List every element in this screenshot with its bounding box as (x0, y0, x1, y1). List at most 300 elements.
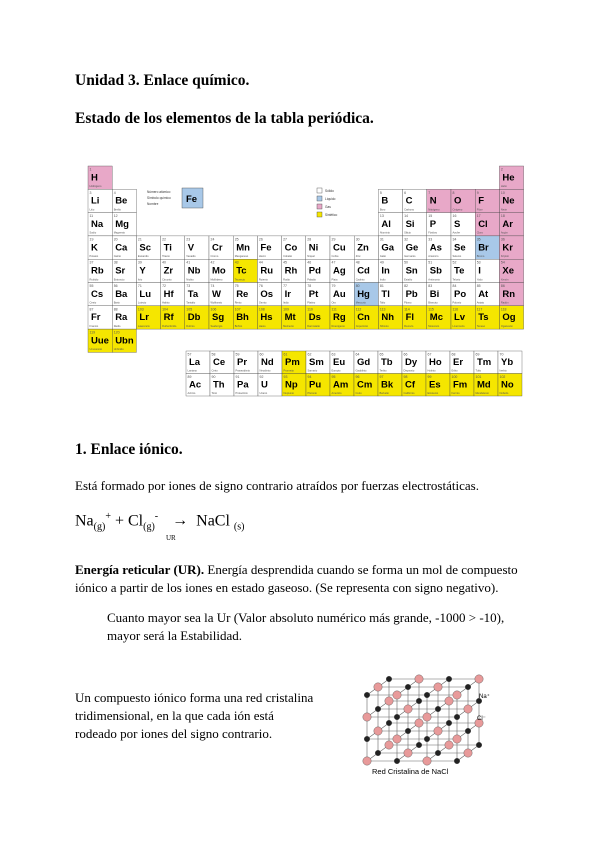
element-number: 2 (500, 167, 503, 172)
element-name: Unbinilio (113, 348, 124, 352)
element-name: Americio (331, 391, 342, 395)
element-number: 83 (428, 284, 433, 288)
element-symbol: Tm (477, 356, 492, 368)
element-S (451, 213, 475, 236)
element-symbol: Cu (333, 242, 346, 254)
element-number: 95 (331, 375, 336, 379)
na-ion (394, 714, 400, 720)
element-number: 103 (137, 307, 144, 312)
element-Mo (209, 259, 233, 282)
element-number: 68 (451, 352, 456, 357)
element-symbol: K (91, 242, 98, 254)
element-name: Germanio (404, 255, 416, 258)
element-number: 77 (283, 284, 288, 288)
element-Sc (136, 236, 160, 259)
actinide-Th (210, 374, 234, 397)
na-ion (375, 706, 381, 712)
element-number: 14 (404, 214, 409, 219)
element-Ga (378, 236, 402, 259)
element-number: 42 (210, 260, 215, 265)
element-symbol: Mc (429, 312, 444, 324)
element-symbol: F (478, 195, 485, 207)
element-number: 90 (211, 375, 216, 379)
cl-ion (385, 741, 393, 749)
element-name: Cromo (210, 255, 219, 258)
element-number: 71 (137, 284, 142, 288)
lattice-energy-paragraph (75, 561, 530, 597)
state-label: Gas (325, 205, 331, 209)
element-symbol: Mo (212, 265, 226, 277)
element-number: 75 (234, 284, 239, 288)
element-V (185, 236, 209, 259)
cl-ion (475, 675, 483, 683)
element-name: Itrio (137, 278, 143, 282)
actinide-Cf (402, 374, 426, 397)
state-swatch (317, 188, 322, 193)
cl-ion (363, 757, 371, 765)
element-name: Nihonio (379, 324, 389, 328)
element-Rg (330, 306, 354, 329)
element-number: 38 (113, 260, 118, 265)
element-Hs (257, 306, 281, 329)
element-number: 8 (452, 190, 455, 195)
lanthanide-Pm (282, 351, 306, 374)
cl-ion (385, 697, 393, 705)
element-symbol: Dy (405, 356, 418, 368)
element-symbol: Ag (333, 265, 346, 277)
element-name: Neodimio (259, 369, 271, 373)
element-symbol: Fl (405, 312, 415, 324)
element-symbol: Ne (502, 195, 515, 207)
element-Se (451, 236, 475, 259)
element-name: Oxígeno (452, 208, 463, 212)
element-number: 76 (258, 284, 263, 288)
element-number: 72 (162, 284, 167, 288)
element-number: 64 (355, 352, 360, 357)
element-symbol: H (91, 172, 98, 184)
element-number: 33 (428, 237, 433, 242)
lanthanide-Nd (258, 351, 282, 374)
element-number: 82 (404, 284, 409, 288)
element-number: 74 (210, 284, 215, 288)
element-name: Osmio (258, 301, 267, 305)
lattice-caption: Red Cristalina de NaCl (372, 767, 449, 776)
element-number: 41 (186, 260, 191, 265)
element-symbol: S (454, 219, 461, 231)
element-name: Plata (331, 278, 338, 282)
element-name: Xenón (500, 278, 509, 282)
element-symbol: As (429, 242, 442, 254)
element-number: 115 (428, 307, 434, 312)
element-symbol: Cr (212, 242, 223, 254)
lanthanide-Ho (426, 351, 450, 374)
element-symbol: V (187, 242, 195, 254)
element-symbol: Se (454, 242, 466, 254)
element-symbol: Na (91, 219, 104, 231)
element-number: 30 (355, 237, 360, 242)
element-number: 40 (162, 260, 167, 265)
element-K (88, 236, 112, 259)
cl-ion (423, 713, 431, 721)
element-symbol: Ga (381, 242, 395, 254)
element-symbol: Sn (405, 265, 418, 277)
element-Ubn (112, 329, 136, 352)
state-swatch (317, 196, 322, 201)
unit-title: Unidad 3. Enlace químico. (75, 72, 250, 89)
element-symbol: Lu (139, 288, 152, 300)
element-symbol: Ubn (115, 335, 134, 347)
element-name: Einstenio (427, 391, 439, 395)
element-name: Tantalio (186, 301, 196, 305)
element-Ti (161, 236, 185, 259)
element-name: Fósforo (428, 231, 438, 235)
element-symbol: Ru (260, 265, 274, 277)
element-symbol: La (189, 356, 201, 368)
cl-ion (393, 735, 401, 743)
element-Ca (112, 236, 136, 259)
lattice-energy-definition: Energía desprendida cuando se forma un mol de compuesto iónico a partir de los iones en estado gaseoso. (Se representa con signo negativo). (75, 562, 518, 595)
cl-ion (374, 727, 382, 735)
element-symbol: Bi (429, 288, 440, 300)
ionic-bond-heading: 1. Enlace iónico. (75, 441, 183, 458)
element-name: Helio (500, 185, 507, 189)
element-name: Níquel (307, 255, 315, 258)
element-name: Rubidio (89, 278, 99, 282)
element-symbol: Re (236, 288, 249, 300)
element-name: Berilio (113, 208, 121, 212)
element-name: Hasio (258, 324, 266, 328)
element-symbol: Po (454, 288, 467, 300)
cl-ion (445, 697, 453, 705)
element-symbol: Rh (284, 265, 298, 277)
element-symbol: Cs (91, 288, 104, 300)
element-Kr (499, 236, 523, 259)
element-Rn (499, 283, 523, 306)
element-number: 106 (210, 307, 217, 312)
element-symbol: Fe (260, 242, 272, 254)
element-Mc (427, 306, 451, 329)
element-name: Moscovio (428, 324, 440, 328)
eq-na-charge: + (105, 511, 111, 522)
element-name: Rodio (283, 278, 290, 282)
element-name: Calcio (113, 255, 121, 258)
element-symbol: Sg (212, 312, 225, 324)
element-Cd (354, 259, 378, 282)
lanthanide-Tm (474, 351, 498, 374)
element-Fl (403, 306, 427, 329)
element-name: Nitrógeno (428, 208, 440, 212)
stability-note: Cuanto mayor sea la Ur (Valor absoluto numérico más grande, -1000 > -10), mayor será la Estabilidad. (107, 610, 505, 643)
element-name: Litio (89, 208, 95, 212)
element-Db (185, 306, 209, 329)
element-Sr (112, 259, 136, 282)
element-Bh (233, 306, 257, 329)
element-name: Hierro (258, 255, 266, 258)
element-number: 13 (379, 214, 384, 219)
cl-ion (404, 749, 412, 757)
element-symbol: Pt (308, 288, 319, 300)
element-symbol: Rg (333, 312, 346, 324)
element-symbol: Tl (381, 288, 390, 300)
element-name: Tulio (475, 369, 482, 373)
state-label: Líquido (325, 197, 336, 201)
element-name: Antimonio (428, 278, 440, 282)
element-name: Hafnio (162, 301, 170, 305)
eq-na-state: (g) (93, 521, 106, 533)
element-Bi (427, 283, 451, 306)
lanthanide-Gd (354, 351, 378, 374)
element-symbol: N (429, 195, 437, 207)
cl-ion (464, 749, 472, 757)
cl-ion (434, 683, 442, 691)
element-symbol: Es (429, 379, 441, 391)
element-number: 43 (234, 260, 239, 265)
element-symbol: Nd (261, 356, 274, 368)
na-ion (454, 758, 460, 764)
element-symbol: Th (213, 379, 225, 391)
element-number: 7 (428, 190, 431, 195)
element-Lu (136, 283, 160, 306)
element-name: Ununennio (89, 348, 103, 352)
element-symbol: Pd (308, 265, 321, 277)
element-number: 69 (475, 352, 480, 357)
element-Cu (330, 236, 354, 259)
element-symbol: Uue (91, 335, 109, 347)
element-symbol: Ar (502, 219, 513, 231)
na-ion (386, 676, 392, 682)
cl-ion (453, 691, 461, 699)
lanthanide-Sm (306, 351, 330, 374)
element-symbol: I (478, 265, 481, 277)
element-number: 114 (404, 307, 410, 312)
eq-cl-charge: - (154, 511, 159, 522)
element-number: 28 (307, 237, 312, 242)
state-swatch (317, 204, 322, 209)
na-ion (446, 676, 452, 682)
element-Uue (88, 329, 112, 352)
element-name: Iridio (283, 301, 289, 305)
element-number: 110 (307, 307, 313, 312)
element-name: Molibdeno (210, 278, 223, 282)
element-name: Carbono (404, 208, 415, 212)
element-Pb (403, 283, 427, 306)
na-ion (465, 728, 471, 734)
element-number: 93 (283, 375, 288, 379)
element-name: Iterbio (499, 369, 507, 373)
element-C (403, 189, 427, 212)
element-name: Tecnecio (234, 278, 245, 282)
element-number: 70 (499, 352, 504, 357)
element-name: Fermio (451, 391, 460, 395)
element-number: 29 (331, 237, 336, 242)
element-number: 116 (452, 307, 459, 312)
element-name: Estroncio (113, 278, 125, 282)
element-name: Titanio (162, 255, 170, 258)
element-name: Uranio (259, 391, 268, 395)
element-name: Neón (500, 208, 508, 212)
element-number: 105 (186, 307, 193, 312)
element-number: 18 (500, 214, 505, 219)
element-number: 54 (500, 260, 505, 265)
state-swatch (317, 212, 322, 217)
element-number: 97 (379, 375, 384, 379)
element-symbol: Ca (115, 242, 128, 254)
element-number: 48 (355, 260, 360, 265)
element-number: 4 (113, 190, 116, 195)
element-name: Bario (113, 301, 120, 305)
cl-label: Cl⁻ (477, 716, 486, 722)
element-symbol: Sc (139, 242, 152, 254)
element-symbol: Ds (308, 312, 321, 324)
element-Na (88, 213, 112, 236)
element-name: Cesio (89, 301, 97, 305)
element-number: 50 (404, 260, 409, 265)
element-name: Mercurio (355, 301, 366, 305)
element-name: Erbio (451, 369, 458, 373)
element-name: Platino (307, 301, 316, 305)
element-symbol: Ts (478, 312, 489, 324)
element-number: 59 (235, 352, 240, 357)
element-Ts (475, 306, 499, 329)
element-symbol: Tb (381, 356, 393, 368)
element-symbol: Ac (189, 379, 202, 391)
element-number: 63 (331, 352, 336, 357)
legend-key-label: Símbolo químico (147, 196, 171, 200)
element-name: Copernicio (355, 324, 369, 328)
element-Mt (282, 306, 306, 329)
element-symbol: Gd (357, 356, 371, 368)
element-number: 32 (404, 237, 409, 242)
element-symbol: Nh (381, 312, 395, 324)
element-Hf (161, 283, 185, 306)
element-number: 80 (355, 284, 360, 288)
lanthanide-Pr (234, 351, 258, 374)
element-name: Dubnio (186, 324, 195, 328)
element-number: 34 (452, 237, 457, 242)
element-number: 36 (500, 237, 505, 242)
element-name: Lantano (187, 369, 197, 373)
na-ion (405, 684, 411, 690)
element-symbol: Sm (309, 356, 324, 368)
element-symbol: Si (405, 219, 415, 231)
element-number: 49 (379, 260, 384, 265)
nacl-lattice-diagram (355, 665, 525, 780)
element-name: Telurio (452, 278, 461, 282)
na-label: Na⁺ (479, 694, 490, 700)
element-symbol: Al (381, 219, 391, 231)
element-number: 107 (234, 307, 241, 312)
cl-ion (423, 757, 431, 765)
element-symbol: W (212, 288, 221, 300)
element-symbol: Eu (333, 356, 346, 368)
element-number: 117 (476, 307, 483, 312)
na-ion (394, 758, 400, 764)
element-number: 26 (258, 237, 263, 242)
element-Hg (354, 283, 378, 306)
element-symbol: Fm (453, 379, 468, 391)
element-number: 35 (476, 237, 481, 242)
element-number: 15 (428, 214, 433, 219)
element-symbol: Ta (187, 288, 199, 300)
element-name: Wolframio (210, 301, 223, 305)
element-Tl (378, 283, 402, 306)
element-symbol: Pu (309, 379, 322, 391)
element-number: 37 (89, 260, 94, 265)
element-number: 113 (379, 307, 386, 312)
element-symbol: Ti (163, 242, 172, 254)
element-I (475, 259, 499, 282)
element-number: 44 (258, 260, 263, 265)
element-symbol: Be (115, 195, 128, 207)
actinide-Am (330, 374, 354, 397)
element-number: 22 (162, 237, 167, 242)
element-Nb (185, 259, 209, 282)
element-Ds (306, 306, 330, 329)
element-symbol: No (501, 379, 514, 391)
element-Rh (282, 259, 306, 282)
element-symbol: Mn (236, 242, 250, 254)
element-symbol: Cm (357, 379, 373, 391)
element-symbol: Hg (357, 288, 370, 300)
element-symbol: Rf (163, 312, 174, 324)
na-ion (435, 750, 441, 756)
element-number: 112 (355, 307, 362, 312)
element-number: 78 (307, 284, 312, 288)
element-name: Vanadio (186, 255, 196, 258)
element-number: 91 (235, 375, 240, 379)
element-number: 47 (331, 260, 336, 265)
element-Lr (136, 306, 160, 329)
element-number: 73 (186, 284, 191, 288)
element-name: Circonio (162, 278, 172, 282)
element-symbol: Au (333, 288, 346, 300)
element-symbol: Mt (284, 312, 296, 324)
element-symbol: Ba (115, 288, 128, 300)
element-symbol: Cf (405, 379, 416, 391)
cl-ion (415, 719, 423, 727)
element-number: 120 (113, 330, 120, 335)
element-name: Bismuto (428, 301, 438, 305)
element-Ra (112, 306, 136, 329)
element-In (378, 259, 402, 282)
element-name: Polonio (452, 301, 462, 305)
element-number: 65 (379, 352, 384, 357)
element-name: Livermorio (452, 324, 465, 328)
cl-ion (404, 705, 412, 713)
element-symbol: C (405, 195, 413, 207)
element-Ge (403, 236, 427, 259)
element-symbol: Hf (163, 288, 174, 300)
element-symbol: Og (502, 312, 516, 324)
element-name: Niobio (186, 278, 194, 282)
actinide-No (498, 374, 522, 397)
cl-ion (415, 675, 423, 683)
legend-key-symbol: Fe (186, 194, 198, 205)
element-symbol: Ra (115, 312, 128, 324)
element-name: Neptunio (283, 391, 294, 395)
element-Mg (112, 213, 136, 236)
element-number: 1 (89, 167, 92, 172)
element-symbol: In (381, 265, 390, 277)
element-Ir (282, 283, 306, 306)
element-Os (257, 283, 281, 306)
element-Co (282, 236, 306, 259)
element-Sn (403, 259, 427, 282)
element-number: 20 (113, 237, 118, 242)
element-Tc (233, 259, 257, 282)
lanthanide-Ce (210, 351, 234, 374)
lanthanide-Yb (498, 351, 522, 374)
